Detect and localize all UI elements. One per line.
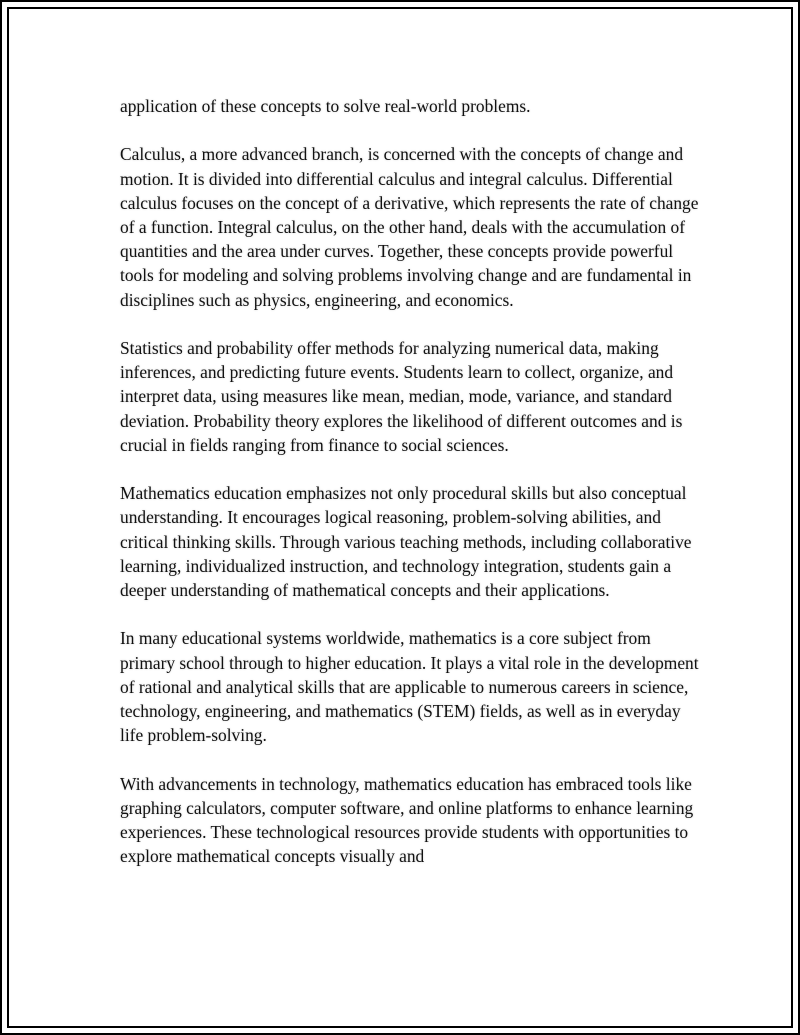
paragraph-calculus: Calculus, a more advanced branch, is concerned with the concepts of change and motion. It is divided into differential calculus and integral calculus. Differential calculus focuses on the concept of a derivative, which represents the rate of change of a function. Integral calculus, on the other hand, deals with the accumulation of quantities and the area under curves. Together, these concepts provide powerful tools for modeling and solving problems involving change and are fundamental in disciplines such as physics, engineering, and economics.	[120, 144, 699, 310]
paragraph-educational-systems: In many educational systems worldwide, mathematics is a core subject from primary school through to higher education. It plays a vital role in the development of rational and analytical skills that are applicable to numerous careers in science, technology, engineering, and mathematics (STEM) fields, as well as in everyday life problem-solving.	[120, 628, 699, 746]
document-body	[120, 94, 700, 893]
paragraph-statistics-probability: Statistics and probability offer methods for analyzing numerical data, making inferences, and predicting future events. Students learn to collect, organize, and interpret data, using measures like mean, median, mode, variance, and standard deviation. Probability theory explores the likelihood of different outcomes and is crucial in fields ranging from finance to social sciences.	[120, 338, 683, 455]
paragraph-continuation: application of these concepts to solve real-world problems.	[120, 96, 531, 116]
paragraph-mathematics-education: Mathematics education emphasizes not only procedural skills but also conceptual understanding. It encourages logical reasoning, problem-solving abilities, and critical thinking skills. Through various teaching methods, including collaborative learning, individualized instruction, and technology integration, students gain a deeper understanding of mathematical concepts and their applications.	[120, 483, 692, 601]
paragraph-technology: With advancements in technology, mathematics education has embraced tools like graphing calculators, computer software, and online platforms to enhance learning experiences. These technological resources provide students with opportunities to explore mathematical concepts visually and	[120, 773, 694, 867]
